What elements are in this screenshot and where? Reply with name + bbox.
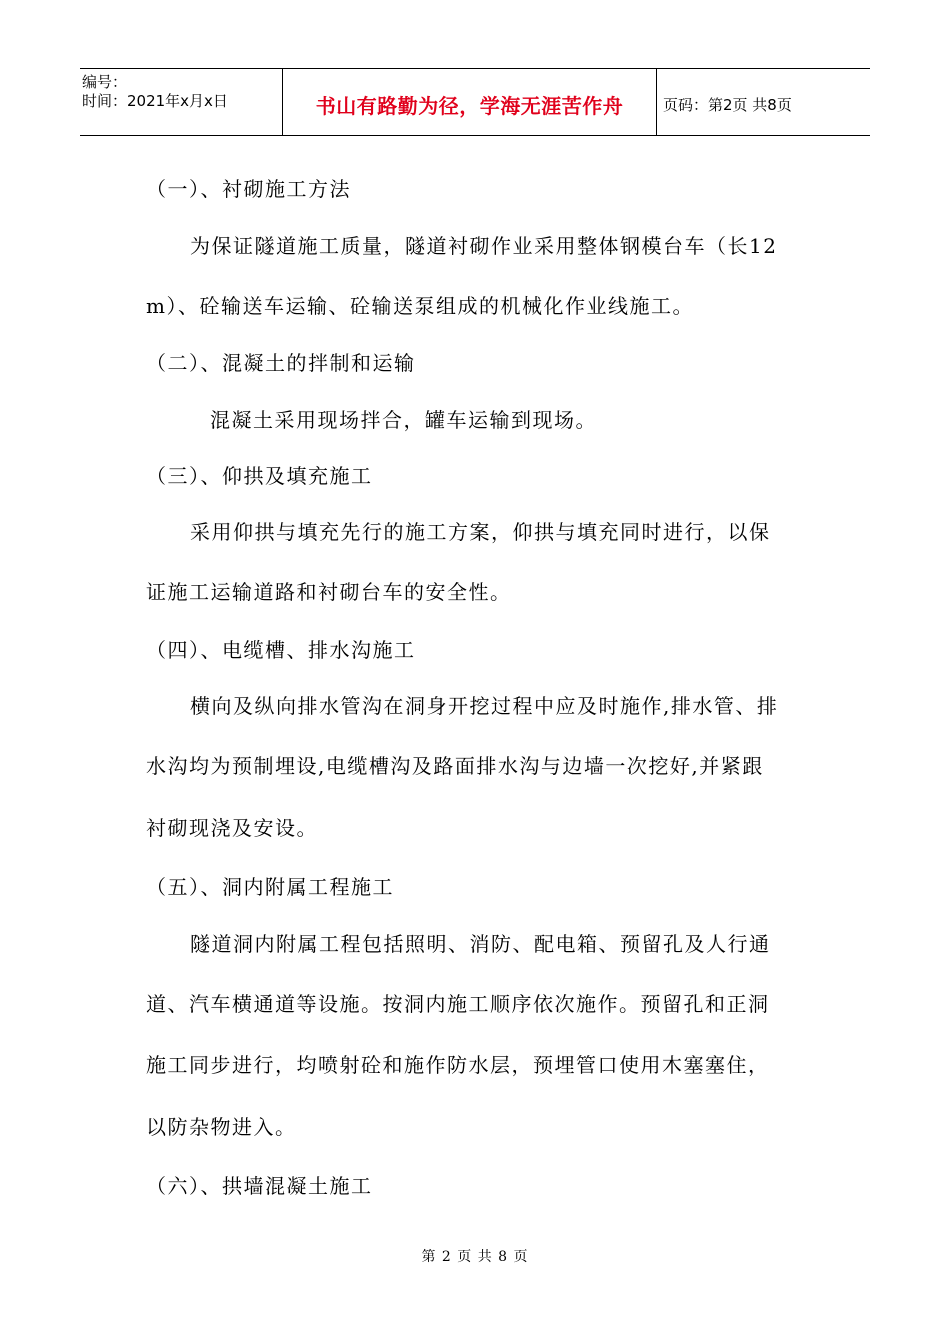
paragraph-line: 施工同步进行，均喷射砼和施作防水层，预埋管口使用木塞塞住， bbox=[146, 1053, 770, 1077]
document-header bbox=[80, 68, 870, 136]
paragraph-line: 证施工运输道路和衬砌台车的安全性。 bbox=[146, 580, 512, 604]
section-heading: （三）、仰拱及填充施工 bbox=[146, 464, 373, 488]
paragraph-line: 隧道洞内附属工程包括照明、消防、配电箱、预留孔及人行通 bbox=[190, 932, 771, 956]
paragraph-line: 为保证隧道施工质量，隧道衬砌作业采用整体钢模台车（长12 bbox=[190, 234, 778, 258]
paragraph-line: 衬砌现浇及安设。 bbox=[146, 816, 318, 840]
page-footer bbox=[0, 1246, 950, 1266]
number-label: 编号： bbox=[82, 73, 128, 91]
paragraph-line: m）、砼输送车运输、砼输送泵组成的机械化作业线施工。 bbox=[146, 294, 694, 318]
section-heading: （四）、电缆槽、排水沟施工 bbox=[146, 638, 416, 662]
time-label: 时间：2021年x月x日 bbox=[82, 92, 228, 110]
paragraph-line: 道、汽车横通道等设施。按洞内施工顺序依次施作。预留孔和正洞 bbox=[146, 992, 770, 1016]
paragraph-line: 水沟均为预制埋设,电缆槽沟及路面排水沟与边墙一次挖好,并紧跟 bbox=[146, 754, 764, 778]
page-info-text: 页码：第2页 共8页 bbox=[663, 95, 792, 114]
paragraph-line: 横向及纵向排水管沟在洞身开挖过程中应及时施作,排水管、排 bbox=[190, 694, 779, 718]
paragraph-line: 采用仰拱与填充先行的施工方案，仰拱与填充同时进行，以保 bbox=[190, 520, 771, 544]
header-motto-cell bbox=[282, 69, 657, 135]
motto-text: 书山有路勤为径，学海无涯苦作舟 bbox=[315, 93, 624, 118]
section-heading: （六）、拱墙混凝土施工 bbox=[146, 1174, 373, 1198]
header-page-info bbox=[657, 69, 870, 135]
paragraph-line: 混凝土采用现场拌合，罐车运输到现场。 bbox=[210, 408, 597, 432]
section-heading: （一）、衬砌施工方法 bbox=[146, 177, 351, 201]
footer-page-number: 第 2 页 共 8 页 bbox=[421, 1249, 529, 1265]
header-meta bbox=[80, 69, 282, 135]
paragraph-line: 以防杂物进入。 bbox=[146, 1115, 297, 1139]
section-heading: （二）、混凝土的拌制和运输 bbox=[146, 351, 416, 375]
section-heading: （五）、洞内附属工程施工 bbox=[146, 875, 394, 899]
